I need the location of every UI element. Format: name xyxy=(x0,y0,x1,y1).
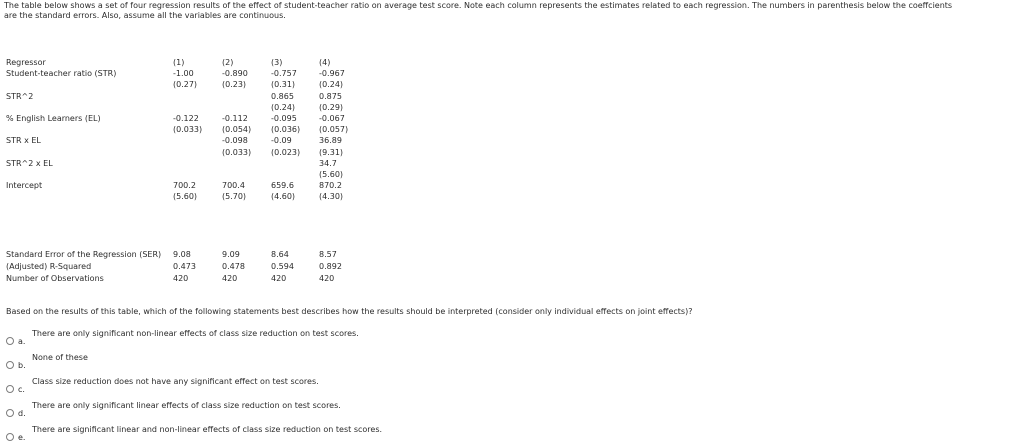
header-col-1: (1) xyxy=(173,58,185,67)
table-row xyxy=(6,158,369,169)
answer-option-a[interactable] xyxy=(6,329,706,351)
cell: 8.57 xyxy=(319,250,337,259)
table-row xyxy=(6,135,369,146)
cell: 870.2 xyxy=(319,181,342,191)
cell xyxy=(173,147,222,158)
cell: -0.122 xyxy=(173,114,199,124)
table-header-row xyxy=(6,57,369,68)
row-label xyxy=(6,102,173,113)
header-col-4: (4) xyxy=(319,58,331,67)
option-text: None of these xyxy=(32,353,88,362)
row-label: Standard Error of the Regression (SER) xyxy=(6,250,162,259)
row-label xyxy=(6,124,173,135)
option-text: There are only significant linear effects of class size reduction on test scores. xyxy=(32,401,341,410)
cell xyxy=(173,135,222,146)
radio-button[interactable] xyxy=(6,361,14,369)
cell: 0.865 xyxy=(271,91,294,101)
cell: 700.4 xyxy=(222,181,245,191)
question-text: Based on the results of this table, which of the following statements best describes how the results should be interpreted (consider only individual effects on joint effects)? xyxy=(6,307,693,316)
option-letter: d. xyxy=(18,409,26,418)
cell: 9.08 xyxy=(173,250,191,259)
option-text: There are significant linear and non-linear effects of class size reduction on test scores. xyxy=(32,425,383,434)
cell: (5.60) xyxy=(319,170,344,180)
table-row xyxy=(6,147,369,158)
cell xyxy=(222,169,271,180)
cell: -0.967 xyxy=(319,69,345,79)
answer-option-c[interactable] xyxy=(6,377,706,399)
cell: (9.31) xyxy=(319,147,344,157)
cell: 8.64 xyxy=(271,250,289,259)
answer-option-d[interactable] xyxy=(6,401,706,423)
cell xyxy=(173,91,222,102)
cell: 36.89 xyxy=(319,136,342,146)
table-row xyxy=(6,124,369,135)
cell: 700.2 xyxy=(173,181,196,191)
row-label: STR x EL xyxy=(6,136,41,146)
row-label xyxy=(6,147,173,158)
radio-button[interactable] xyxy=(6,409,14,417)
cell: 0.892 xyxy=(319,262,342,271)
option-letter: a. xyxy=(18,337,26,346)
cell: (0.29) xyxy=(319,102,344,112)
cell: 0.478 xyxy=(222,262,245,271)
cell: 9.09 xyxy=(222,250,240,259)
cell: (0.057) xyxy=(319,125,349,135)
cell: 0.473 xyxy=(173,262,196,271)
cell: 420 xyxy=(222,274,238,283)
table-row xyxy=(6,68,369,79)
table-row xyxy=(6,169,369,180)
row-label: STR^2 xyxy=(6,91,34,101)
stats-row xyxy=(6,249,369,261)
cell xyxy=(173,169,222,180)
header-regressor: Regressor xyxy=(6,58,46,67)
cell: (0.24) xyxy=(319,80,344,90)
regression-table xyxy=(6,57,369,203)
stats-row xyxy=(6,273,369,285)
cell: (0.023) xyxy=(271,147,301,157)
row-label: (Adjusted) R-Squared xyxy=(6,262,92,271)
cell: (0.033) xyxy=(222,147,252,157)
cell: (0.24) xyxy=(271,102,296,112)
cell xyxy=(222,158,271,169)
intro-line-1: The table below shows a set of four regression results of the effect of student-teacher ratio on average test score. Note each column represents the estimates related to each regression. The numbers in parenthesis below the coeffcients xyxy=(4,1,953,10)
table-row xyxy=(6,191,369,202)
row-label xyxy=(6,191,173,202)
header-col-2: (2) xyxy=(222,58,234,67)
option-letter: c. xyxy=(18,385,25,394)
cell: -0.067 xyxy=(319,114,345,124)
answer-option-e[interactable] xyxy=(6,425,706,447)
table-row xyxy=(6,102,369,113)
table-row xyxy=(6,91,369,102)
answer-option-b[interactable] xyxy=(6,353,706,375)
cell xyxy=(173,158,222,169)
stats-row xyxy=(6,261,369,273)
cell: (0.054) xyxy=(222,125,252,135)
cell: (5.70) xyxy=(222,192,247,202)
cell xyxy=(222,102,271,113)
intro-text xyxy=(4,1,1022,20)
table-row xyxy=(6,180,369,191)
cell: 0.875 xyxy=(319,91,342,101)
cell: (0.31) xyxy=(271,80,296,90)
cell: (0.27) xyxy=(173,80,198,90)
radio-button[interactable] xyxy=(6,337,14,345)
table-row xyxy=(6,79,369,90)
row-label: Intercept xyxy=(6,181,43,191)
cell: (4.30) xyxy=(319,192,344,202)
table-row xyxy=(6,113,369,124)
cell: -0.757 xyxy=(271,69,297,79)
row-label xyxy=(6,169,173,180)
cell: 0.594 xyxy=(271,262,294,271)
cell: -0.112 xyxy=(222,114,248,124)
cell: -1.00 xyxy=(173,69,194,79)
row-label: % English Learners (EL) xyxy=(6,114,101,124)
cell: (4.60) xyxy=(271,192,296,202)
option-text: Class size reduction does not have any significant effect on test scores. xyxy=(32,377,319,386)
cell: -0.890 xyxy=(222,69,248,79)
radio-button[interactable] xyxy=(6,433,14,441)
cell xyxy=(271,169,319,180)
row-label: Number of Observations xyxy=(6,274,104,283)
row-label xyxy=(6,79,173,90)
option-letter: e. xyxy=(18,433,26,442)
cell xyxy=(222,91,271,102)
cell: 420 xyxy=(271,274,287,283)
cell: 420 xyxy=(319,274,335,283)
cell: 34.7 xyxy=(319,158,337,168)
header-col-3: (3) xyxy=(271,58,283,67)
cell: -0.09 xyxy=(271,136,292,146)
cell xyxy=(271,158,319,169)
radio-button[interactable] xyxy=(6,385,14,393)
cell: (5.60) xyxy=(173,192,198,202)
row-label: Student-teacher ratio (STR) xyxy=(6,69,117,79)
row-label: STR^2 x EL xyxy=(6,158,53,168)
cell: 420 xyxy=(173,274,189,283)
cell: (0.036) xyxy=(271,125,301,135)
option-letter: b. xyxy=(18,361,26,370)
cell: -0.095 xyxy=(271,114,297,124)
cell xyxy=(173,102,222,113)
cell: (0.23) xyxy=(222,80,247,90)
cell: -0.098 xyxy=(222,136,248,146)
regression-statistics xyxy=(6,249,369,285)
cell: 659.6 xyxy=(271,181,294,191)
intro-line-2: are the standard errors. Also, assume all the variables are continuous. xyxy=(4,10,286,20)
option-text: There are only significant non-linear effects of class size reduction on test scores. xyxy=(32,329,359,338)
cell: (0.033) xyxy=(173,125,203,135)
